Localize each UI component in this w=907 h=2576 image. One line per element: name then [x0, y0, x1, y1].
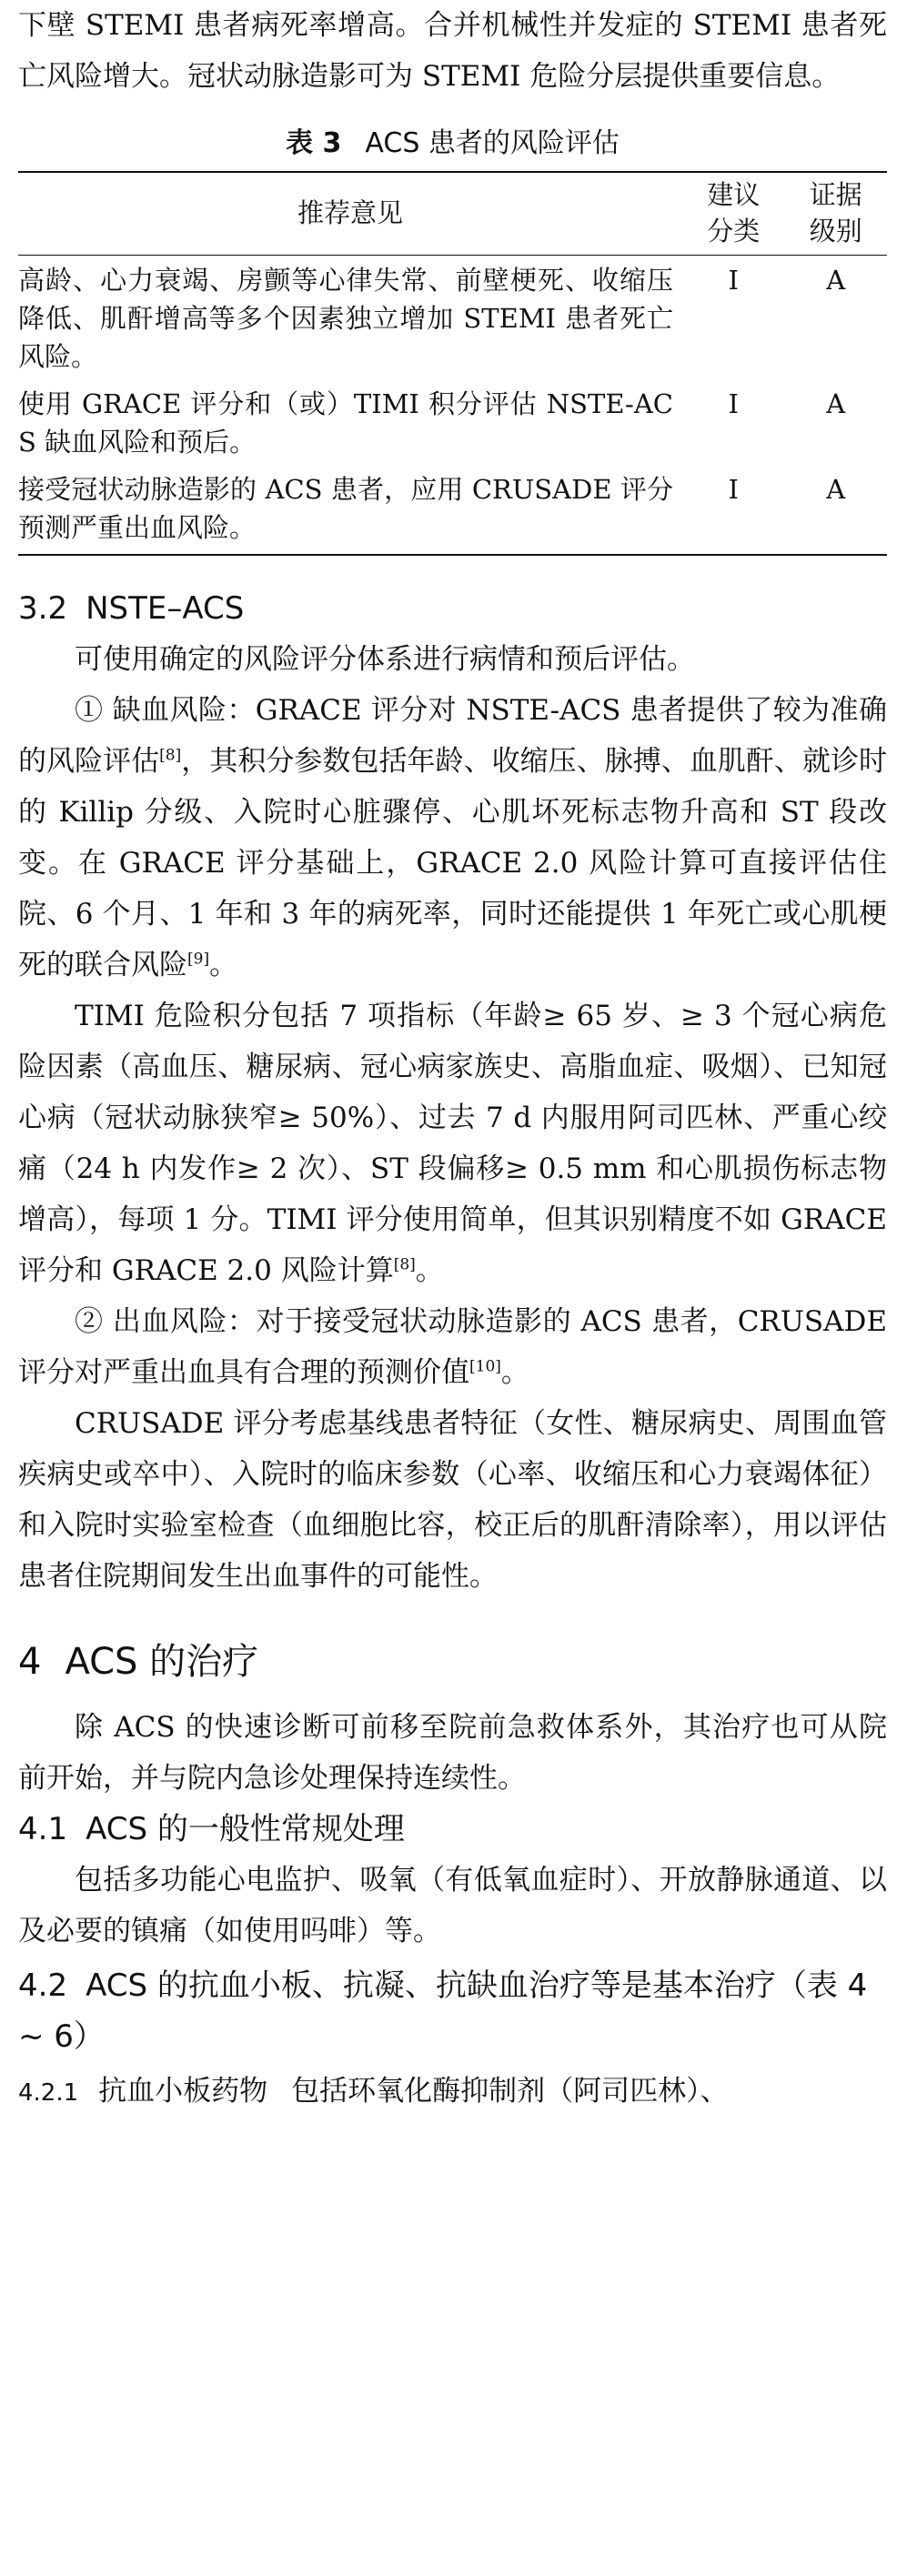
section-number: 4 — [18, 1641, 42, 1683]
header-level-line1: 证据 — [809, 179, 862, 210]
section-number: 4.2.1 — [18, 2079, 79, 2107]
text-run: ② 出血风险：对于接受冠状动脉造影的 ACS 患者，CRUSADE 评分对严重出血具有合理的预测价值 — [18, 1305, 887, 1389]
section-title: ACS 的一般性常规处理 — [86, 1811, 405, 1847]
section-heading-4-2-1 — [18, 2066, 887, 2118]
text-run: ① 缺血风险：GRACE 评分对 NSTE-ACS 患者提供了较为准确的风险评估 — [18, 694, 887, 778]
section-number: 3.2 — [18, 590, 68, 627]
section-heading-4-2 — [18, 1960, 887, 2062]
paragraph-timi — [18, 991, 887, 1296]
section-heading-4 — [18, 1635, 887, 1689]
section-heading-4-1 — [18, 1804, 887, 1855]
header-level-line2: 级别 — [809, 216, 862, 247]
section-number: 4.1 — [18, 1811, 68, 1847]
citation: [8] — [393, 1255, 416, 1274]
section-title: ACS 的抗血小板、抗凝、抗缺血治疗等是基本治疗（表 4 ~ 6） — [18, 1967, 868, 2055]
section-title: ACS 的治疗 — [65, 1641, 259, 1683]
paragraph-3-2-1: 可使用确定的风险评分体系进行病情和预后评估。 — [75, 643, 695, 676]
row-recommendation: 高龄、心力衰竭、房颤等心律失常、前壁梗死、收缩压降低、肌酐增高等多个因素独立增加 STEMI 患者死亡风险。 — [18, 265, 673, 372]
intro-paragraph: 下壁 STEMI 患者病死率增高。合并机械性并发症的 STEMI 患者死亡风险增大。冠状动脉造影可为 STEMI 危险分层提供重要信息。 — [18, 9, 887, 93]
citation: [8] — [159, 746, 182, 765]
text-run: ，其积分参数包括年龄、收缩压、脉搏、血肌酐、就诊时的 Killip 分级、入院时心脏骤停、心肌坏死标志物升高和 ST 段改变。在 GRACE 评分基础上，GRACE 2.0 风险计算可直接评估住院、6 个月、1 年和 3 年的病死率，同时还能提供 1 年死亡或心肌梗死的联合风险 — [18, 745, 888, 981]
text-run: 。 — [500, 1356, 529, 1389]
table-row — [18, 467, 887, 555]
row-class: I — [728, 388, 739, 419]
citation: [9] — [187, 950, 210, 969]
header-class-line1: 建议 — [707, 179, 761, 210]
row-level: A — [826, 265, 846, 296]
risk-assessment-table — [18, 171, 887, 556]
row-level: A — [826, 474, 846, 505]
row-level: A — [826, 388, 846, 419]
table-row — [18, 381, 887, 467]
table-header-row — [18, 172, 887, 256]
header-class — [682, 172, 785, 256]
table-number: 表 3 — [286, 127, 342, 159]
text-run: TIMI 危险积分包括 7 项指标（年龄≥ 65 岁、≥ 3 个冠心病危险因素（高血压、糖尿病、冠心病家族史、高脂血症、吸烟）、已知冠心病（冠状动脉狭窄≥ 50%）、过去 7 d 内服用阿司匹林、严重心绞痛（24 h 内发作≥ 2 次）、ST 段偏移≥ 0.5 mm 和心肌损伤标志物增高），每项 1 分。TIMI 评分使用简单，但其识别精度不如 GRACE 评分和 GRACE 2.0 风险计算 — [18, 1000, 887, 1287]
section-title: NSTE–ACS — [86, 590, 245, 627]
row-recommendation: 接受冠状动脉造影的 ACS 患者，应用 CRUSADE 评分预测严重出血风险。 — [18, 474, 673, 543]
table-caption — [18, 124, 887, 164]
row-class: I — [728, 474, 739, 505]
text-run: 包括环氧化酶抑制剂（阿司匹林）、 — [291, 2075, 729, 2108]
paragraph-bleeding-risk — [18, 1296, 887, 1398]
header-class-line2: 分类 — [707, 216, 761, 247]
section-number: 4.2 — [18, 1967, 68, 2004]
citation: [10] — [469, 1357, 501, 1376]
header-level — [785, 172, 888, 256]
text-run: 。 — [415, 1254, 444, 1287]
row-recommendation: 使用 GRACE 评分和（或）TIMI 积分评估 NSTE-ACS 缺血风险和预后。 — [18, 388, 673, 458]
paragraph-ischemic-risk — [18, 685, 887, 991]
section-title: 抗血小板药物 — [98, 2075, 268, 2108]
paragraph-crusade: CRUSADE 评分考虑基线患者特征（女性、糖尿病史、周围血管疾病史或卒中）、入院时的临床参数（心率、收缩压和心力衰竭体征）和入院时实验室检查（血细胞比容，校正后的肌酐清除率），用以评估患者住院期间发生出血事件的可能性。 — [18, 1407, 887, 1593]
paragraph-4-1-1: 包括多功能心电监护、吸氧（有低氧血症时）、开放静脉通道、以及必要的镇痛（如使用吗啡）等。 — [18, 1864, 887, 1947]
text-run: 。 — [209, 949, 238, 981]
row-class: I — [728, 265, 739, 296]
table-title: ACS 患者的风险评估 — [365, 127, 620, 159]
paragraph-4-1: 除 ACS 的快速诊断可前移至院前急救体系外，其治疗也可从院前开始，并与院内急诊处理保持连续性。 — [18, 1711, 887, 1795]
table-row — [18, 256, 887, 382]
section-heading-3-2 — [18, 583, 887, 634]
header-recommendation: 推荐意见 — [18, 172, 682, 256]
